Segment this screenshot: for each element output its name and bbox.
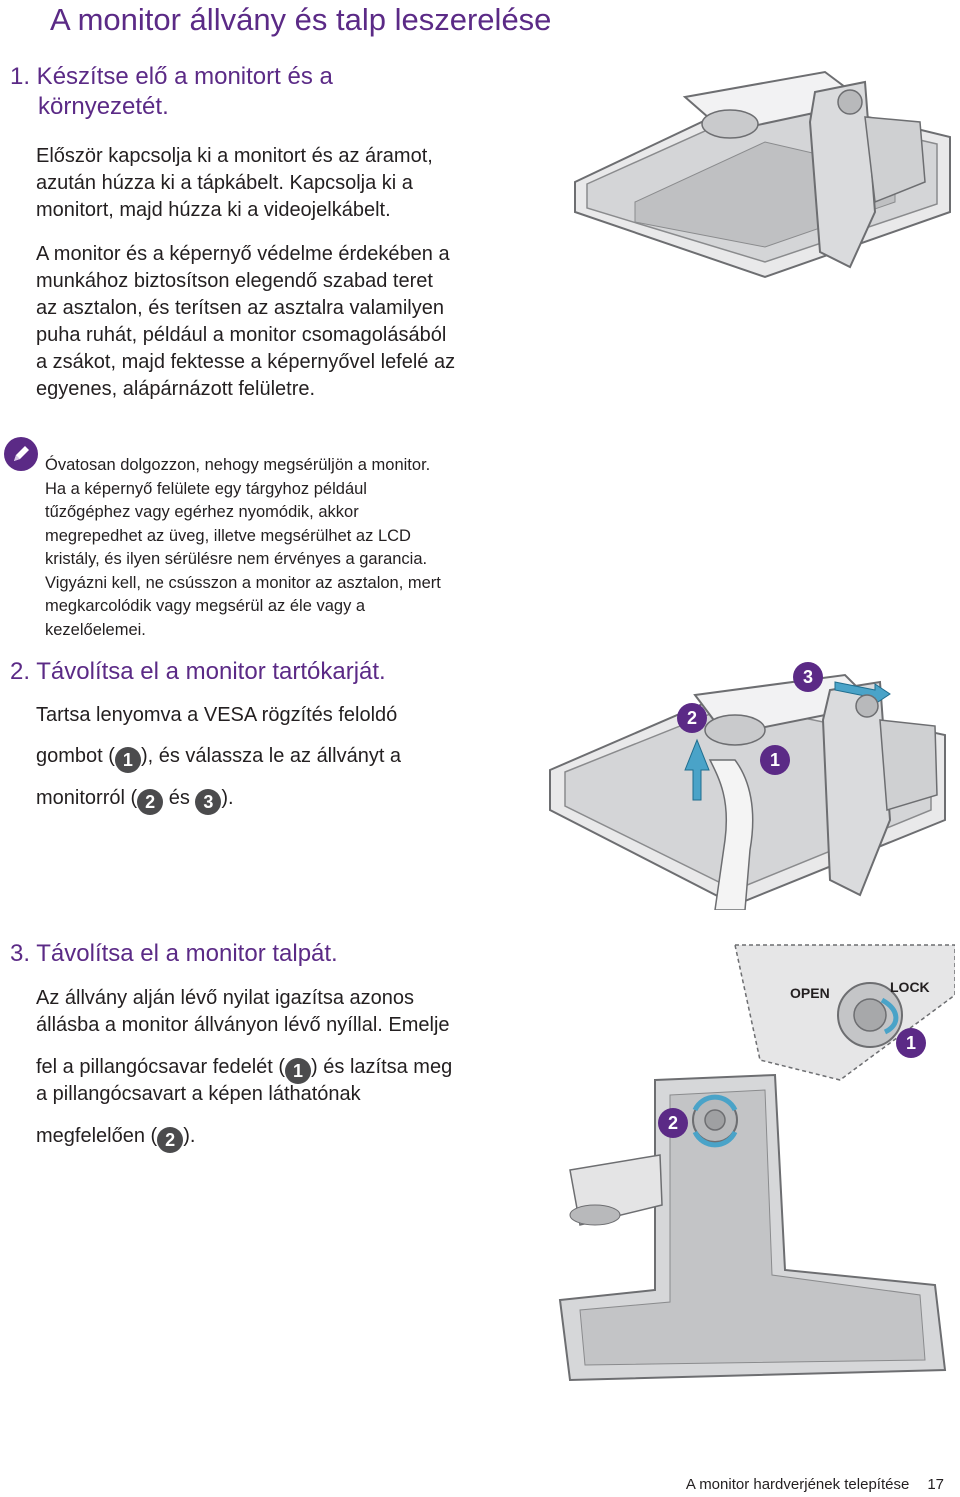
text-span: ). <box>183 1125 196 1147</box>
text-line: az asztalon, és terítsen az asztalra valamilyen <box>36 297 444 319</box>
figure-badge-3: 3 <box>793 662 823 692</box>
stand-arm-illustration <box>545 660 950 910</box>
step1-heading <box>10 62 333 122</box>
text-span: gombot ( <box>36 745 115 767</box>
text-span: megfelelően ( <box>36 1125 158 1147</box>
text-line: puha ruhát, például a monitor csomagolásából <box>36 324 447 346</box>
step-number-badge: 1 <box>285 1058 311 1084</box>
text-span: ), és válassza le az állványt a <box>140 745 402 767</box>
text-line: munkához biztosítson elegendő szabad teret <box>36 270 433 292</box>
step1-heading-line1: 1. Készítse elő a monitort és a <box>10 63 333 90</box>
step3-line2: állásba a monitor állványon lévő nyíllal. Emelje <box>36 1014 450 1036</box>
step2-line1: Tartsa lenyomva a VESA rögzítés feloldó <box>36 704 398 726</box>
figure-badge-1: 1 <box>896 1028 926 1058</box>
text-line: Először kapcsolja ki a monitort és az áramot, <box>36 145 433 167</box>
pencil-note-icon <box>3 436 39 472</box>
text-line: A monitor és a képernyő védelme érdekében a <box>36 243 450 265</box>
open-label: OPEN <box>790 985 830 1001</box>
note-text <box>45 454 441 642</box>
step1-heading-line2: környezetét. <box>38 93 169 120</box>
text-line: egyenes, alápárnázott felületre. <box>36 378 316 400</box>
note-line: kezelőelemei. <box>45 620 146 639</box>
note-line: megrepedhet az üveg, illetve megsérülhet az LCD <box>45 526 411 545</box>
step1-paragraph-1 <box>36 143 433 224</box>
figure-remove-base <box>540 940 955 1390</box>
figure-badge-2: 2 <box>658 1108 688 1138</box>
note-line: kristály, és ilyen sérülésre nem érvényes a garancia. <box>45 550 428 568</box>
lock-label: LOCK <box>890 979 930 995</box>
text-line: a zsákot, majd fektesse a képernyővel lefelé az <box>36 351 456 373</box>
note-line: Ha a képernyő felülete egy tárgyhoz például <box>45 479 367 498</box>
step3-line1: Az állvány alján lévő nyilat igazítsa azonos <box>36 987 414 1009</box>
step-number-badge: 3 <box>195 789 221 815</box>
note-line: Vigyázni kell, ne csússzon a monitor az asztalon, mert <box>45 573 441 592</box>
step3-line5 <box>36 1123 195 1153</box>
step2-heading: 2. Távolítsa el a monitor tartókarját. <box>10 658 386 685</box>
step-number-badge: 1 <box>115 747 141 773</box>
note-line: tűzőgéphez vagy egérhez nyomódik, akkor <box>45 503 359 521</box>
step3-line3 <box>36 1054 452 1084</box>
text-line: azután húzza ki a tápkábelt. Kapcsolja ki a <box>36 172 413 194</box>
step3-line4: a pillangócsavart a képen láthatónak <box>36 1083 361 1105</box>
page-title: A monitor állvány és talp leszerelése <box>50 2 552 37</box>
text-span: ). <box>221 787 234 809</box>
note-line: Óvatosan dolgozzon, nehogy megsérüljön a monitor. <box>45 456 431 474</box>
figure-remove-stand-arm <box>545 660 950 910</box>
figure-badge-2: 2 <box>677 703 707 733</box>
footer-section: A monitor hardverjének telepítése <box>685 1476 910 1493</box>
base-illustration <box>540 940 955 1390</box>
figure-badge-1: 1 <box>760 745 790 775</box>
note-line: megkarcolódik vagy megsérül az éle vagy a <box>45 597 366 615</box>
step2-line3 <box>36 785 234 815</box>
step-number-badge: 2 <box>157 1127 183 1153</box>
step-number-badge: 2 <box>137 789 163 815</box>
step1-paragraph-2 <box>36 241 455 403</box>
text-line: monitort, majd húzza ki a videojelkábelt. <box>36 199 391 221</box>
figure-monitor-face-down <box>565 62 955 287</box>
step3-heading: 3. Távolítsa el a monitor talpát. <box>10 940 338 967</box>
page-number: 17 <box>927 1476 944 1493</box>
page-footer <box>686 1476 944 1493</box>
text-span: és <box>163 787 196 809</box>
text-span: ) és lazítsa meg <box>311 1056 453 1078</box>
step2-line2 <box>36 743 401 773</box>
text-span: monitorról ( <box>36 787 138 809</box>
text-span: fel a pillangócsavar fedelét ( <box>36 1056 286 1078</box>
